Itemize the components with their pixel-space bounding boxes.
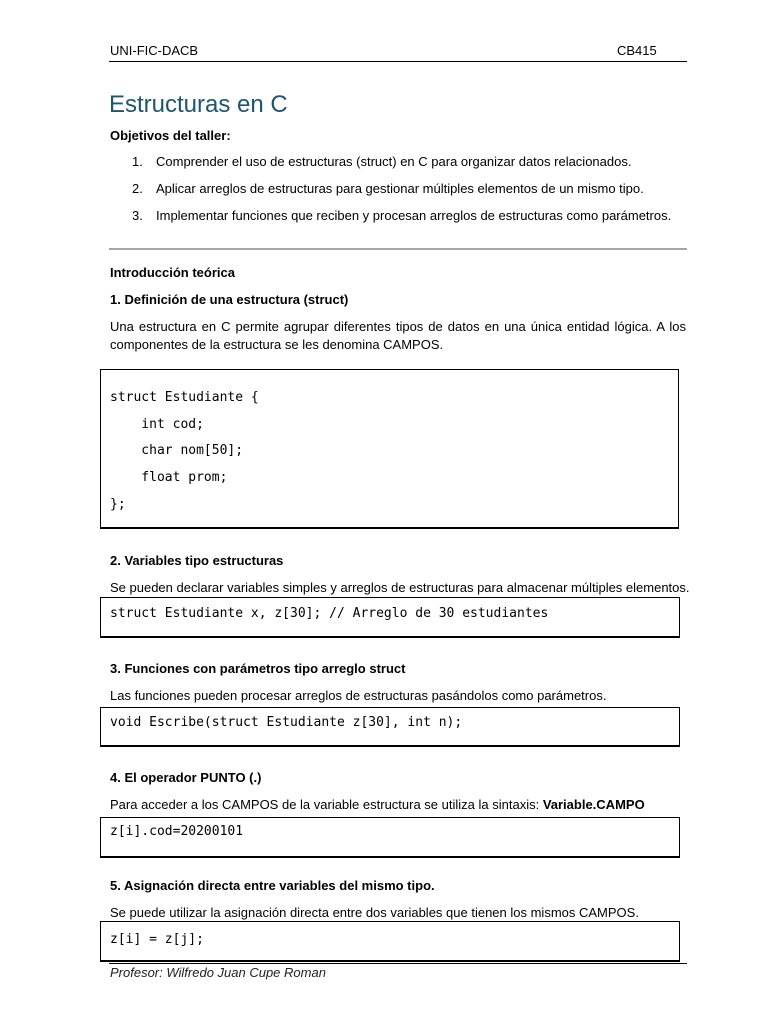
dot-operator-code-block: z[i].cod=20200101 xyxy=(100,817,680,858)
function-code-block: void Escribe(struct Estudiante z[30], int n); xyxy=(100,707,680,747)
page-title: Estructuras en C xyxy=(109,91,288,118)
section2-paragraph: Se pueden declarar variables simples y arreglos de estructuras para almacenar múltiples elementos. xyxy=(110,580,690,595)
section5-heading: 5. Asignación directa entre variables del mismo tipo. xyxy=(110,878,435,893)
section2-heading: 2. Variables tipo estructuras xyxy=(110,553,284,568)
syntax-highlight: Variable.CAMPO xyxy=(542,797,645,812)
section5-paragraph: Se puede utilizar la asignación directa entre dos variables que tienen los mismos CAMPOS. xyxy=(110,905,639,920)
intro-heading: Introducción teórica xyxy=(110,265,235,280)
section-divider xyxy=(109,248,687,250)
section1-heading: 1. Definición de una estructura (struct) xyxy=(110,292,349,307)
objectives-list xyxy=(132,154,692,235)
assignment-code-block: z[i] = z[j]; xyxy=(100,921,680,962)
section3-paragraph: Las funciones pueden procesar arreglos de estructuras pasándolos como parámetros. xyxy=(110,688,607,703)
code-line: }; xyxy=(110,496,126,512)
list-item: 2. Aplicar arreglos de estructuras para gestionar múltiples elementos de un mismo tipo. xyxy=(132,181,644,196)
section4-heading: 4. El operador PUNTO (.) xyxy=(110,770,262,785)
header-divider xyxy=(109,61,687,62)
code-line: int cod; xyxy=(110,416,204,432)
header-institution: UNI-FIC-DACB xyxy=(110,43,199,58)
footer-professor: Profesor: Wilfredo Juan Cupe Roman xyxy=(110,965,326,980)
code-line: struct Estudiante { xyxy=(110,390,259,405)
code-line: float prom; xyxy=(110,470,228,486)
list-item: 3. Implementar funciones que reciben y procesan arreglos de estructuras como parámetros. xyxy=(132,208,672,223)
objectives-heading: Objetivos del taller: xyxy=(110,128,231,143)
list-item: 1. Comprender el uso de estructuras (struct) en C para organizar datos relacionados. xyxy=(132,154,632,169)
section3-heading: 3. Funciones con parámetros tipo arreglo struct xyxy=(110,661,406,676)
section1-paragraph: Una estructura en C permite agrupar diferentes tipos de datos en una única entidad lógica. A los componentes de la estructura se les denomina CAMPOS. xyxy=(110,319,686,352)
header-course-code: CB415 xyxy=(617,43,657,58)
struct-code-block xyxy=(100,369,679,529)
section4-paragraph: Para acceder a los CAMPOS de la variable estructura se utiliza la sintaxis: Variable.CAMPO xyxy=(110,797,645,812)
variables-code-block: struct Estudiante x, z[30]; // Arreglo de 30 estudiantes xyxy=(100,597,680,638)
code-line: char nom[50]; xyxy=(110,443,244,459)
footer-divider xyxy=(109,963,687,964)
